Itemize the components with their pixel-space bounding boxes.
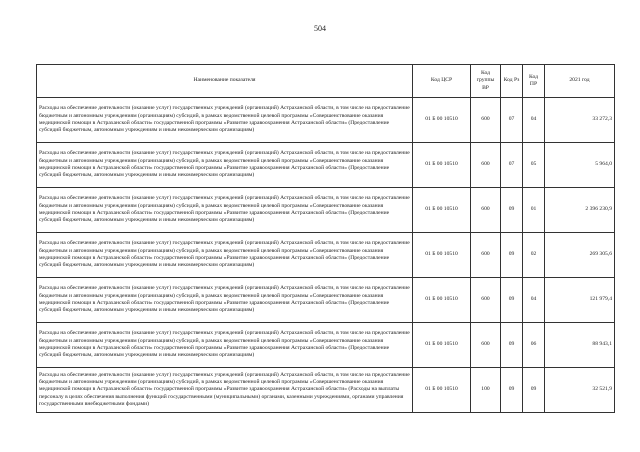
row-name: Расходы на обеспечение деятельности (оказание услуг) государственных учреждений (организаций) Астраханской области, в том числе на предоставление бюджетным и автономным учреждениям (организациям) субсидий, в рамках ведомственной целевой программы «Совершенствование оказания медицинской помощи в Астраханской области» государственной программы «Развитие здравоохранения Астраханской области» (Предоставление субсидий бюджетным, автономным учреждениям и иным некоммерческим организациям): [37, 323, 413, 368]
header-vr: Код группы ВР: [471, 65, 501, 98]
row-name: Расходы на обеспечение деятельности (оказание услуг) государственных учреждений (организаций) Астраханской области, в том числе на предоставление бюджетным и автономным учреждениям (организациям) субсидий, в рамках ведомственной целевой программы «Совершенствование оказания медицинской помощи в Астраханской области» государственной программы «Развитие здравоохранения Астраханской области» (Предоставление субсидий бюджетным, автономным учреждениям и иным некоммерческим организациям): [37, 278, 413, 323]
row-name: Расходы на обеспечение деятельности (оказание услуг) государственных учреждений (организаций) Астраханской области, в том числе на предоставление бюджетным и автономным учреждениям (организациям) субсидий, в рамках ведомственной целевой программы «Совершенствование оказания медицинской помощи в Астраханской области» государственной программы «Развитие здравоохранения Астраханской области» (Предоставление субсидий бюджетным, автономным учреждениям и иным некоммерческим организациям): [37, 98, 413, 143]
row-name: Расходы на обеспечение деятельности (оказание услуг) государственных учреждений (организаций) Астраханской области, в том числе на предоставление бюджетным и автономным учреждениям (организациям) субсидий, в рамках ведомственной целевой программы «Совершенствование оказания медицинской помощи в Астраханской области» государственной программы «Развитие здравоохранения Астраханской области» (Предоставление субсидий бюджетным, автономным учреждениям и иным некоммерческим организациям): [37, 233, 413, 278]
row-vr: 600: [471, 98, 501, 143]
row-amount: 2 396 230,9: [545, 188, 615, 233]
row-pr: 09: [523, 368, 545, 413]
row-csr: 01 Б 00 10510: [413, 233, 471, 278]
row-csr: 01 Б 00 10510: [413, 143, 471, 188]
header-rz: Код Рз: [501, 65, 523, 98]
row-pr: 02: [523, 233, 545, 278]
row-pr: 01: [523, 188, 545, 233]
row-amount: 121 979,4: [545, 278, 615, 323]
header-pr: Код ПР: [523, 65, 545, 98]
row-rz: 09: [501, 278, 523, 323]
page-number: 504: [314, 24, 326, 33]
table-row: [37, 143, 615, 188]
row-amount: 269 305,6: [545, 233, 615, 278]
row-rz: 07: [501, 98, 523, 143]
row-name: Расходы на обеспечение деятельности (оказание услуг) государственных учреждений (организаций) Астраханской области, в том числе на предоставление бюджетным и автономным учреждениям (организациям) субсидий, в рамках ведомственной целевой программы «Совершенствование оказания медицинской помощи в Астраханской области» государственной программы «Развитие здравоохранения Астраханской области» (Расходы на выплаты персоналу в целях обеспечения выполнения функций государственными (муниципальными) органами, казенными учреждениями, органами управления государственными внебюджетными фондами): [37, 368, 413, 413]
row-rz: 07: [501, 143, 523, 188]
table-row: [37, 233, 615, 278]
row-vr: 600: [471, 233, 501, 278]
row-amount: 5 964,0: [545, 143, 615, 188]
row-amount: 32 521,9: [545, 368, 615, 413]
row-pr: 04: [523, 98, 545, 143]
row-vr: 600: [471, 278, 501, 323]
row-vr: 600: [471, 188, 501, 233]
row-csr: 01 Б 00 10510: [413, 278, 471, 323]
table-row: [37, 188, 615, 233]
row-rz: 09: [501, 233, 523, 278]
header-year: 2021 год: [545, 65, 615, 98]
row-vr: 600: [471, 323, 501, 368]
row-name: Расходы на обеспечение деятельности (оказание услуг) государственных учреждений (организаций) Астраханской области, в том числе на предоставление бюджетным и автономным учреждениям (организациям) субсидий, в рамках ведомственной целевой программы «Совершенствование оказания медицинской помощи в Астраханской области» государственной программы «Развитие здравоохранения Астраханской области» (Предоставление субсидий бюджетным, автономным учреждениям и иным некоммерческим организациям): [37, 188, 413, 233]
row-pr: 04: [523, 278, 545, 323]
budget-table: [36, 64, 615, 413]
row-rz: 09: [501, 368, 523, 413]
table-header-row: [37, 65, 615, 98]
table-row: [37, 278, 615, 323]
table-row: [37, 323, 615, 368]
row-amount: 33 272,3: [545, 98, 615, 143]
row-vr: 600: [471, 143, 501, 188]
row-csr: 01 Б 00 10510: [413, 98, 471, 143]
row-rz: 09: [501, 188, 523, 233]
row-amount: 88 943,1: [545, 323, 615, 368]
row-vr: 100: [471, 368, 501, 413]
row-pr: 06: [523, 323, 545, 368]
row-name: Расходы на обеспечение деятельности (оказание услуг) государственных учреждений (организаций) Астраханской области, в том числе на предоставление бюджетным и автономным учреждениям (организациям) субсидий, в рамках ведомственной целевой программы «Совершенствование оказания медицинской помощи в Астраханской области» государственной программы «Развитие здравоохранения Астраханской области» (Предоставление субсидий бюджетным, автономным учреждениям и иным некоммерческим организациям): [37, 143, 413, 188]
row-csr: 01 Б 00 10510: [413, 368, 471, 413]
row-pr: 05: [523, 143, 545, 188]
header-csr: Код ЦСР: [413, 65, 471, 98]
row-csr: 01 Б 00 10510: [413, 188, 471, 233]
table-row: [37, 368, 615, 413]
row-rz: 09: [501, 323, 523, 368]
table-row: [37, 98, 615, 143]
header-name: Наименование показателя: [37, 65, 413, 98]
row-csr: 01 Б 00 10510: [413, 323, 471, 368]
